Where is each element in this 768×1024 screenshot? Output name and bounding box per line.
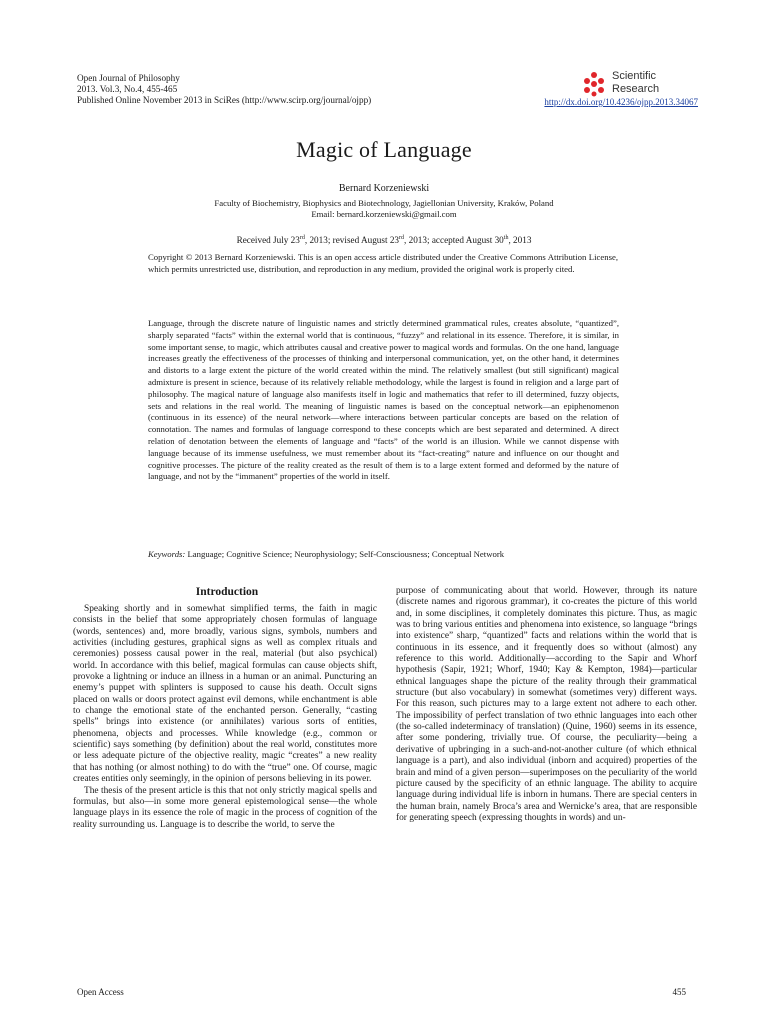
sr-logo-icon xyxy=(580,71,608,97)
left-column xyxy=(73,604,377,831)
journal-header xyxy=(77,73,371,107)
section-heading-introduction: Introduction xyxy=(195,586,259,598)
received-sup-1: rd xyxy=(299,235,305,241)
received-dates xyxy=(0,235,768,245)
journal-name: Open Journal of Philosophy xyxy=(77,73,180,83)
logo-text xyxy=(612,70,659,95)
paragraph: purpose of communicating about that world. However, through its nature (discrete names and rigorous grammar), it co-creates the picture of this world and, in some disciplines, it completely dominates this picture. Thus, as magic was to bring various entities and phenomena into existence, so language “brings into existence” sharp, “quantized” facts and relations within the world that is continuous in its essence, and it frequently does so without (almost) any reference to this world. Additionally—according to the Sapir and Whorf hypothesis (Sapir, 1921; Whorf, 1940; Kay & Kempton, 1984)—particular ethnical languages shape the picture of the reality through their grammatical structure (but also vocabulary) in somewhat (sometimes very) different ways. For this reason, such pictures may to a large extent not adhere to each other. The impossibility of perfect translation of two ethnic languages into each other (the so-called indeterminacy of translation) (Quine, 1960) seems in its essence, after some pondering, trivially true. Of course, the peculiarity—being a derivative of upbringing in a such-and-not-another culture (of which ethnical language is a part), and also individual (inborn and acquired) properties of the brain and mind of a given person—superimposes on the peculiarity of the world picture caused by the specificity of an ethnic language. The ability to acquire language during individual life is inborn in humans. There are special centers in the human brain, namely Broca’s area and Wernicke’s area, that are responsible for generating speech (expressing thoughts in words) and un- xyxy=(396,586,697,823)
keywords-label: Keywords: xyxy=(148,549,186,559)
page-number: 455 xyxy=(672,987,686,997)
abstract-text: Language, through the discrete nature of linguistic names and strictly determined grammatical rules, creates absolute, “quantized”, sharply separated “facts” within the external world that is continuous, “fuzzy” and relational in its essence. Therefore, it is similar, in some important sense, to magic, which attributes causal and creative power to magical words and formulas. On the one hand, language increases greatly the effectiveness of the processes of thinking and interpersonal communication, yet, on the other hand, it determines and distorts to a large extent the picture of the world created within the mind. The relatively smallest (but still significant) magical admixture is present in science, because of its relatively reliable methodology, while the largest is found in religion and a large part of philosophy. The magical nature of language also manifests itself in logic and mathematics that refer to ill determined, fuzzy objects, sets and relations in the real world. The meaning of linguistic names is based on the conceptual network—an epiphenomenon (continuous in its essence) of the neural network—where interactions between particular concepts are based on the relation of connotation. The names and formulas of language correspond to these concepts which are best separated and determined. A direct relation of denotation between the elements of language and “facts” of the world is an illusion. While we cannot dispense with language because of its immense usefulness, we must remember about its “fact-creating” nature and influence on our thought and cognitive processes. The picture of the reality created as the result of them is to a large extent formed and deformed by the nature of language, and not by the “immanent” properties of the world in itself. xyxy=(148,318,619,482)
journal-volume: 2013. Vol.3, No.4, 455-465 xyxy=(77,84,178,95)
received-text-1: Received July 23 xyxy=(236,235,300,246)
paragraph: Speaking shortly and in somewhat simplified terms, the faith in magic consists in the belief that some appropriately chosen formulas of language (words, sentences) and, more broadly, various signs, symbols, numbers and activities (including gestures, graphical signs as well as complex rituals and ceremonies) possess causal power in the real, material (but also psychical) world. In accordance with this belief, magical formulas can cause objects shift, provoke a lightning or induce an illness in a human or an animal. Puncturing an enemy’s puppet with splinters is supposed to cause his death. Occult signs placed on walls or doors protect against evil demons, while enchantment is able to change the emotional state of the enchanted person. Generally, “casting spells” brings into existence (or annihilates) various sorts of entities, phenomena, objects and processes. While knowledge (e.g., common or scientific) says something (by definition) about the real world, constitutes more or less adequate picture of the objective reality, magic “creates” a new reality that has nothing (or almost nothing) to do with the “true” one. Of course, magic creates entities only seemingly, in the opinion of persons believing in its power. xyxy=(73,604,377,785)
logo-line-2: Research xyxy=(612,82,660,95)
paragraph: The thesis of the present article is this that not only strictly magical spells and formulas, but also—in some more general epistemological sense—the whole language plays in its essence the role of magic in the process of cognition of the reality surrounding us. Language is to describe the world, to serve the xyxy=(73,785,377,830)
keywords-text: Language; Cognitive Science; Neurophysiology; Self-Consciousness; Conceptual Network xyxy=(187,549,505,559)
received-text-2: , 2013; revised August 23 xyxy=(304,235,400,246)
copyright-notice: Copyright © 2013 Bernard Korzeniewski. This is an open access article distributed under the Creative Commons Attribution License, which permits unrestricted use, distribution, and reproduction in any medium, provided the original work is properly cited. xyxy=(148,252,618,274)
right-column xyxy=(396,586,697,824)
author-name: Bernard Korzeniewski xyxy=(338,183,430,194)
received-text-4: , 2013 xyxy=(508,235,532,246)
received-sup-2: rd xyxy=(399,235,405,241)
article-title: Magic of Language xyxy=(296,137,472,162)
affiliation-block xyxy=(0,198,768,220)
keywords-line xyxy=(148,549,618,559)
received-text-3: , 2013; accepted August 30 xyxy=(404,235,504,246)
journal-published: Published Online November 2013 in SciRes (http://www.scirp.org/journal/ojpp) xyxy=(77,95,372,106)
doi-link[interactable]: http://dx.doi.org/10.4236/ojpp.2013.34067 xyxy=(544,97,698,107)
author-email: Email: bernard.korzeniewski@gmail.com xyxy=(311,209,457,219)
footer-open-access: Open Access xyxy=(77,987,124,997)
affiliation: Faculty of Biochemistry, Biophysics and Biotechnology, Jagiellonian University, Kraków, Poland xyxy=(214,198,554,208)
received-sup-3: th xyxy=(503,235,509,241)
logo-line-1: Scientific xyxy=(612,70,657,82)
